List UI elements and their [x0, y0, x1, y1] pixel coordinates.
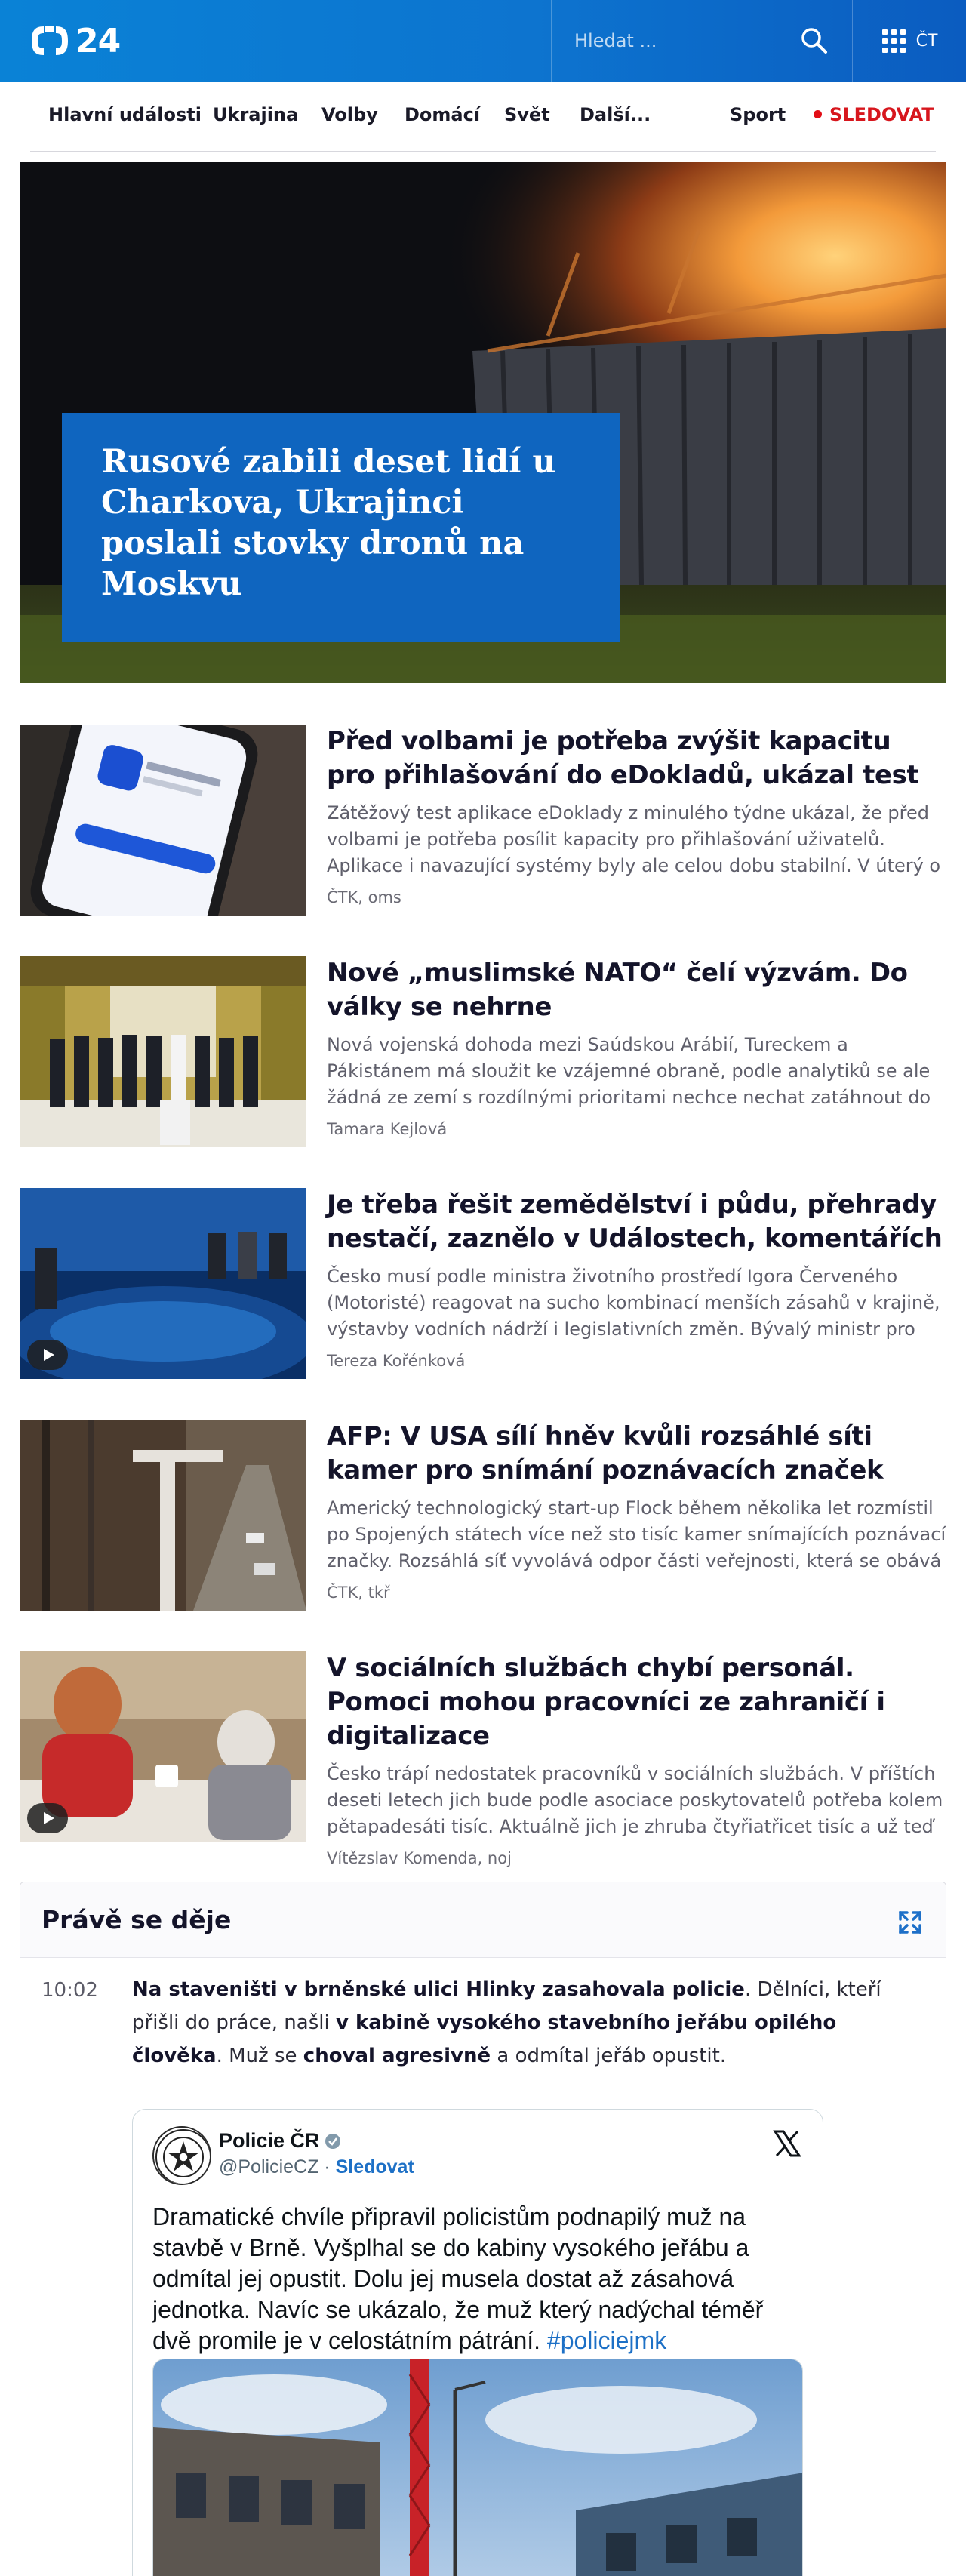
entry-text-plain: . Muž se	[216, 2045, 303, 2067]
search-icon[interactable]	[799, 26, 829, 56]
video-play-icon[interactable]	[27, 1340, 68, 1370]
entry-text-bold: choval agresivně	[303, 2045, 491, 2067]
live-label: SLEDOVAT	[829, 104, 934, 125]
article-author: ČTK, oms	[327, 888, 401, 906]
nav-item-sport[interactable]: Sport	[730, 104, 786, 125]
tweet-handle-row	[219, 2156, 414, 2178]
tweet-body: Dramatické chvíle připravil policistům podnapilý muž na stavbě v Brně. Vyšplhal se do kabiny vysokého jeřábu a odmítal jej opustit. Dolu jej musela dostat až zásahová jednotka. Navíc se ukázalo, že muž který nadýchal téměř dvě promile je v celostátním pátrání.	[152, 2203, 764, 2354]
search-box	[551, 0, 853, 82]
main-navigation	[30, 82, 936, 152]
nav-live-link[interactable]	[814, 104, 934, 125]
grid-icon	[882, 29, 906, 53]
article-author: Vítězslav Komenda, noj	[327, 1849, 512, 1867]
entry-text-bold: v kabině vysokého stavebního jeřábu opilého člověka	[132, 2011, 837, 2067]
entry-text	[132, 1973, 924, 2073]
entry-text-bold: Na staveništi v brněnské ulici Hlinky zasahovala policie	[132, 1978, 745, 2001]
ct24-logo[interactable]	[29, 21, 120, 60]
live-dot-icon	[814, 110, 822, 118]
article-card[interactable]	[20, 725, 946, 918]
tweet-author-name[interactable]	[219, 2129, 341, 2153]
tweet-hashtag[interactable]: #policiejmk	[546, 2327, 667, 2354]
nav-item-volby[interactable]: Volby	[321, 104, 378, 125]
tweet-photo[interactable]	[152, 2359, 803, 2576]
follow-link[interactable]: Sledovat	[335, 2156, 414, 2177]
nav-item-domaci[interactable]: Domácí	[405, 104, 481, 125]
entry-time: 10:02	[42, 1979, 98, 2002]
article-title[interactable]: Je třeba řešit zemědělství i půdu, přehrady nestačí, zaznělo v Událostech, komentářích	[327, 1190, 943, 1254]
article-perex: Zátěžový test aplikace eDoklady z minulého týdne ukázal, že před volbami je potřeba posílit kapacity pro přihlašování uživatelů. Aplikace i navazující systémy byly ale celou dobu stabilní. V úterý o	[327, 802, 941, 876]
tweet-author-label: Policie ČR	[219, 2129, 320, 2152]
apps-menu-button[interactable]	[854, 0, 966, 82]
site-header	[0, 0, 966, 82]
tweet-separator: ·	[318, 2156, 336, 2177]
article-title[interactable]: Před volbami je potřeba zvýšit kapacitu pro přihlašování do eDokladů, ukázal test	[327, 726, 919, 790]
expand-icon[interactable]	[897, 1910, 923, 1935]
article-card[interactable]	[20, 1651, 946, 1867]
tweet-text	[152, 2202, 801, 2356]
live-feed-heading: Právě se děje	[42, 1905, 232, 1934]
nav-item-svet[interactable]: Svět	[504, 104, 550, 125]
search-input[interactable]	[574, 26, 793, 56]
article-title[interactable]: Nové „muslimské NATO“ čelí výzvám. Do války se nehrne	[327, 958, 908, 1022]
ct-logo-icon	[29, 23, 71, 58]
article-card[interactable]	[20, 1188, 946, 1381]
article-author: ČTK, tkř	[327, 1583, 390, 1602]
article-thumbnail[interactable]	[20, 1188, 306, 1379]
article-perex: Česko musí podle ministra životního prostředí Igora Červeného (Motoristé) reagovat na sucho kombinací menších zásahů v krajině, výstavby vodních nádrží i legislativních změn. Bývalý ministr pro	[327, 1266, 940, 1340]
tweet-handle[interactable]: @PolicieCZ	[219, 2156, 319, 2177]
article-card[interactable]	[20, 956, 946, 1150]
article-author: Tereza Kořénková	[327, 1352, 466, 1370]
article-thumbnail[interactable]	[20, 1651, 306, 1842]
entry-text-plain: a odmítal jeřáb opustit.	[491, 2045, 727, 2067]
hero-title[interactable]: Rusové zabili deset lidí u Charkova, Ukrajinci poslali stovky dronů na Moskvu	[101, 443, 556, 603]
article-author: Tamara Kejlová	[327, 1120, 448, 1138]
video-play-icon[interactable]	[27, 1803, 68, 1833]
police-avatar[interactable]	[152, 2126, 211, 2185]
article-card[interactable]	[20, 1420, 946, 1613]
entry-text-plain: . Dělníci, kteří přišli do práce, našli	[132, 1978, 881, 2034]
nav-item-ukrajina[interactable]: Ukrajina	[213, 104, 299, 125]
hero-caption-box	[62, 413, 620, 642]
live-feed-header	[20, 1882, 946, 1958]
logo-text: 24	[75, 21, 121, 60]
article-title[interactable]: AFP: V USA sílí hněv kvůli rozsáhlé síti kamer pro snímání poznávacích značek	[327, 1421, 884, 1485]
nav-item-dalsi[interactable]: Další...	[580, 104, 651, 125]
article-perex: Americký technologický start-up Flock během několika let rozmístil po Spojených státech více než sto tisíc kamer snímajících poznávací značky. Rozsáhlá síť vyvolává odpor části veřejnosti, která se obává	[327, 1497, 946, 1571]
embedded-tweet[interactable]	[132, 2109, 823, 2576]
live-feed	[20, 1882, 946, 2576]
apps-label: ČT	[915, 31, 938, 51]
article-perex: Nová vojenská dohoda mezi Saúdskou Arábií, Tureckem a Pákistánem má sloužit ke vzájemné obraně, podle analytiků se ale žádná ze zemí s rozdílnými prioritami nechce nechat zatáhnout do	[327, 1034, 931, 1108]
article-thumbnail[interactable]	[20, 725, 306, 916]
article-title[interactable]: V sociálních službách chybí personál. Pomoci mohou pracovníci ze zahraničí i digitalizace	[327, 1653, 885, 1751]
x-logo-icon[interactable]	[773, 2129, 801, 2158]
verified-badge-icon	[325, 2131, 341, 2148]
nav-item-hlavni-udalosti[interactable]: Hlavní události	[48, 104, 202, 125]
hero-article[interactable]	[20, 162, 946, 683]
article-perex: Česko trápí nedostatek pracovníků v sociálních službách. V příštích deseti letech jich bude podle asociace poskytovatelů potřeba kolem pětapadesáti tisíc. Aktuálně jich je zhruba čtyřiatřicet tisíc a už teď	[327, 1763, 943, 1837]
article-thumbnail[interactable]	[20, 1420, 306, 1611]
article-thumbnail[interactable]	[20, 956, 306, 1147]
